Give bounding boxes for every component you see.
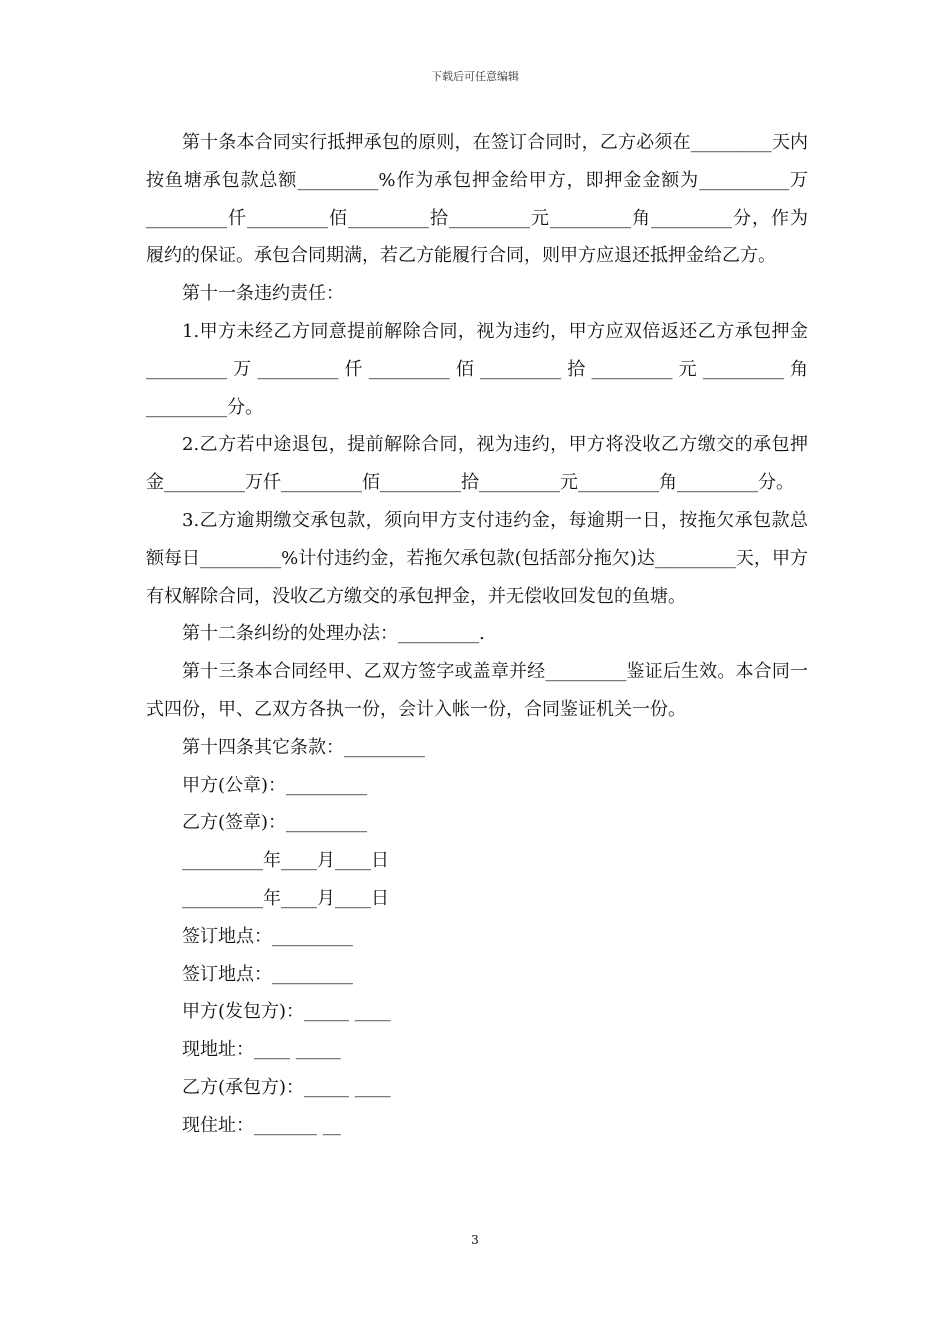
current-residence-line: 现住址：_______ __ [182,1114,341,1136]
clause-10-paragraph: 第十条本合同实行抵押承包的原则，在签订合同时，乙方必须在_________天内按鱼塘承包款总额_________%作为承包押金给甲方，即押金金额为__________万_________仟_________佰_________拾_________元_________角_________分，作为履约的保证。承包合同期满，若乙方能履行合同，则甲方应退还抵押金给乙方。 [146,132,808,267]
page-number: 3 [471,1233,479,1247]
party-b-signature-line: 乙方(签章)：_________ [182,812,368,834]
clause-13-paragraph: 第十三条本合同经甲、乙双方签字或盖章并经_________鉴证后生效。本合同一式四份，甲、乙双方各执一份，会计入帐一份，合同鉴证机关一份。 [146,661,808,720]
clause-11-item-1: 1.甲方未经乙方同意提前解除合同，视为违约，甲方应双倍返还乙方承包押金_________万_________仟_________佰_________拾_________元_________角_________分。 [146,320,808,418]
signing-place-line: 签订地点：_________ [182,963,353,985]
clause-11-item-3: 3.乙方逾期缴交承包款，须向甲方支付违约金，每逾期一日，按拖欠承包款总额每日_________%计付违约金，若拖欠承包款(包括部分拖欠)达_________天，甲方有权解除合同，没收乙方缴交的承包押金，并无偿收回发包的鱼塘。 [146,509,808,607]
signing-place-line: 签订地点：_________ [182,925,353,947]
party-a-seal-line: 甲方(公章)：_________ [182,774,368,796]
clause-12-paragraph: 第十二条纠纷的处理办法：_________. [182,623,485,645]
current-address-line: 现地址：____ _____ [182,1039,341,1061]
page-header: 下载后可任意编辑 [431,70,519,83]
clause-11-heading: 第十一条违约责任： [182,283,344,305]
clause-14-line: 第十四条其它条款：_________ [182,736,425,758]
party-b-contractee-line: 乙方(承包方)：_____ ____ [182,1076,391,1098]
document-body [146,124,808,1145]
date-line: _________年____月____日 [182,887,389,909]
clause-11-item-2: 2.乙方若中途退包，提前解除合同，视为违约，甲方将没收乙方缴交的承包押金_________万仟_________佰_________拾_________元_________角_________分。 [146,434,808,494]
party-a-contractor-line: 甲方(发包方)：_____ ____ [182,1001,391,1023]
date-line: _________年____月____日 [182,850,389,872]
